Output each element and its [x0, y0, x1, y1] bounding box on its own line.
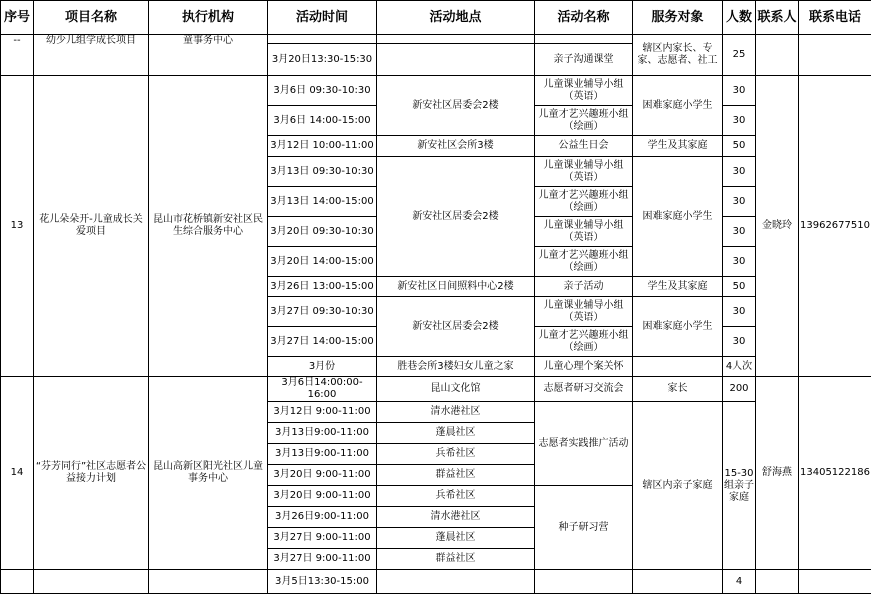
activity-time: 3月5日13:30-15:00	[268, 570, 377, 594]
activity-name: 儿童课业辅导小组（英语）	[535, 297, 633, 327]
table-row	[1, 76, 871, 106]
activity-time: 3月27日 14:00-15:00	[268, 327, 377, 357]
row-no	[1, 570, 34, 594]
contact-person	[756, 570, 799, 594]
service-target	[633, 570, 723, 594]
activity-time: 3月20日 14:00-15:00	[268, 247, 377, 277]
project-name	[34, 570, 149, 594]
activity-time: 3月6日14:00:00-16:00	[268, 377, 377, 402]
activity-place	[377, 35, 535, 44]
service-target	[633, 357, 723, 377]
activity-time: 3月13日 09:30-10:30	[268, 157, 377, 187]
row-no: --	[1, 35, 34, 76]
participant-count: 15-30组亲子家庭	[723, 402, 756, 570]
activity-time: 3月27日 9:00-11:00	[268, 528, 377, 549]
activity-time: 3月20日13:30-15:30	[268, 44, 377, 76]
activity-place: 昆山文化馆	[377, 377, 535, 402]
header-contact: 联系人	[756, 1, 799, 35]
contact-phone	[799, 35, 871, 76]
service-target: 困难家庭小学生	[633, 297, 723, 357]
activity-place	[377, 570, 535, 594]
participant-count: 50	[723, 277, 756, 297]
activity-time: 3月13日9:00-11:00	[268, 444, 377, 465]
org-name: 昆山市花桥镇新安社区民生综合服务中心	[149, 76, 268, 377]
contact-phone: 13405122186	[799, 377, 871, 570]
contact-phone: 13962677510	[799, 76, 871, 377]
header-org: 执行机构	[149, 1, 268, 35]
project-name: 花儿朵朵开-儿童成长关爱项目	[34, 76, 149, 377]
service-target: 学生及其家庭	[633, 136, 723, 157]
activity-time: 3月20日 9:00-11:00	[268, 486, 377, 507]
activity-name: 儿童才艺兴趣班小组（绘画）	[535, 247, 633, 277]
table-row	[1, 35, 871, 44]
service-target: 辖区内家长、专家、志愿者、社工	[633, 35, 723, 76]
service-target: 困难家庭小学生	[633, 76, 723, 136]
activity-time: 3月6日 14:00-15:00	[268, 106, 377, 136]
activity-name: 儿童课业辅导小组（英语）	[535, 217, 633, 247]
header-project: 项目名称	[34, 1, 149, 35]
participant-count: 30	[723, 187, 756, 217]
activity-time: 3月12日 10:00-11:00	[268, 136, 377, 157]
activity-time: 3月20日 09:30-10:30	[268, 217, 377, 247]
service-target: 家长	[633, 377, 723, 402]
participant-count: 50	[723, 136, 756, 157]
activity-place	[377, 44, 535, 76]
participant-count: 25	[723, 35, 756, 76]
contact-person	[756, 35, 799, 76]
project-name: “芬芳同行”社区志愿者公益接力计划	[34, 377, 149, 570]
activity-time: 3月27日 09:30-10:30	[268, 297, 377, 327]
activity-place: 兵希社区	[377, 486, 535, 507]
activity-place: 新安社区居委会2楼	[377, 297, 535, 357]
activity-place: 蓬晨社区	[377, 423, 535, 444]
participant-count: 30	[723, 327, 756, 357]
activity-time	[268, 35, 377, 44]
project-name: 幼少儿组学成长项目	[34, 35, 149, 76]
activity-name: 儿童心理个案关怀	[535, 357, 633, 377]
org-name	[149, 570, 268, 594]
activity-place: 新安社区日间照料中心2楼	[377, 277, 535, 297]
activity-time: 3月12日 9:00-11:00	[268, 402, 377, 423]
header-row	[1, 1, 871, 35]
row-no: 14	[1, 377, 34, 570]
activity-place: 蓬晨社区	[377, 528, 535, 549]
participant-count: 4人次	[723, 357, 756, 377]
contact-person: 舒海燕	[756, 377, 799, 570]
contact-person: 金晓玲	[756, 76, 799, 377]
participant-count: 200	[723, 377, 756, 402]
header-target: 服务对象	[633, 1, 723, 35]
activity-time: 3月26日9:00-11:00	[268, 507, 377, 528]
header-no: 序号	[1, 1, 34, 35]
row-no: 13	[1, 76, 34, 377]
activity-name	[535, 35, 633, 44]
activity-name: 亲子活动	[535, 277, 633, 297]
participant-count: 30	[723, 76, 756, 106]
org-name: 昆山高新区阳光社区儿童事务中心	[149, 377, 268, 570]
participant-count: 30	[723, 157, 756, 187]
activity-name: 种子研习营	[535, 486, 633, 570]
activity-name: 亲子沟通课堂	[535, 44, 633, 76]
org-name: 童事务中心	[149, 35, 268, 76]
service-target: 学生及其家庭	[633, 277, 723, 297]
service-target: 辖区内亲子家庭	[633, 402, 723, 570]
activity-place: 群益社区	[377, 465, 535, 486]
activity-name: 公益生日会	[535, 136, 633, 157]
table-row	[1, 377, 871, 402]
participant-count: 30	[723, 106, 756, 136]
header-place: 活动地点	[377, 1, 535, 35]
activity-time: 3月13日9:00-11:00	[268, 423, 377, 444]
activity-time: 3月13日 14:00-15:00	[268, 187, 377, 217]
activity-place: 新安社区会所3楼	[377, 136, 535, 157]
activity-name: 儿童才艺兴趣班小组（绘画）	[535, 106, 633, 136]
activity-time: 3月26日 13:00-15:00	[268, 277, 377, 297]
activity-time: 3月份	[268, 357, 377, 377]
activity-place: 清水港社区	[377, 507, 535, 528]
activity-name	[535, 570, 633, 594]
header-phone: 联系电话	[799, 1, 871, 35]
activity-place: 胜巷会所3楼妇女儿童之家	[377, 357, 535, 377]
participant-count: 30	[723, 297, 756, 327]
activity-time: 3月20日 9:00-11:00	[268, 465, 377, 486]
activity-name: 志愿者实践推广活动	[535, 402, 633, 486]
participant-count: 30	[723, 247, 756, 277]
activity-time: 3月27日 9:00-11:00	[268, 549, 377, 570]
header-count: 人数	[723, 1, 756, 35]
activity-name: 儿童课业辅导小组（英语）	[535, 76, 633, 106]
contact-phone	[799, 570, 871, 594]
activity-place: 新安社区居委会2楼	[377, 157, 535, 277]
table-row	[1, 570, 871, 594]
activity-place: 群益社区	[377, 549, 535, 570]
activity-name: 儿童才艺兴趣班小组（绘画）	[535, 187, 633, 217]
header-activity: 活动名称	[535, 1, 633, 35]
service-target: 困难家庭小学生	[633, 157, 723, 277]
activity-place: 新安社区居委会2楼	[377, 76, 535, 136]
header-time: 活动时间	[268, 1, 377, 35]
participant-count: 4	[723, 570, 756, 594]
activity-time: 3月6日 09:30-10:30	[268, 76, 377, 106]
participant-count: 30	[723, 217, 756, 247]
activity-place: 清水港社区	[377, 402, 535, 423]
activity-name: 儿童才艺兴趣班小组（绘画）	[535, 327, 633, 357]
activity-place: 兵希社区	[377, 444, 535, 465]
activity-name: 志愿者研习交流会	[535, 377, 633, 402]
activity-name: 儿童课业辅导小组（英语）	[535, 157, 633, 187]
